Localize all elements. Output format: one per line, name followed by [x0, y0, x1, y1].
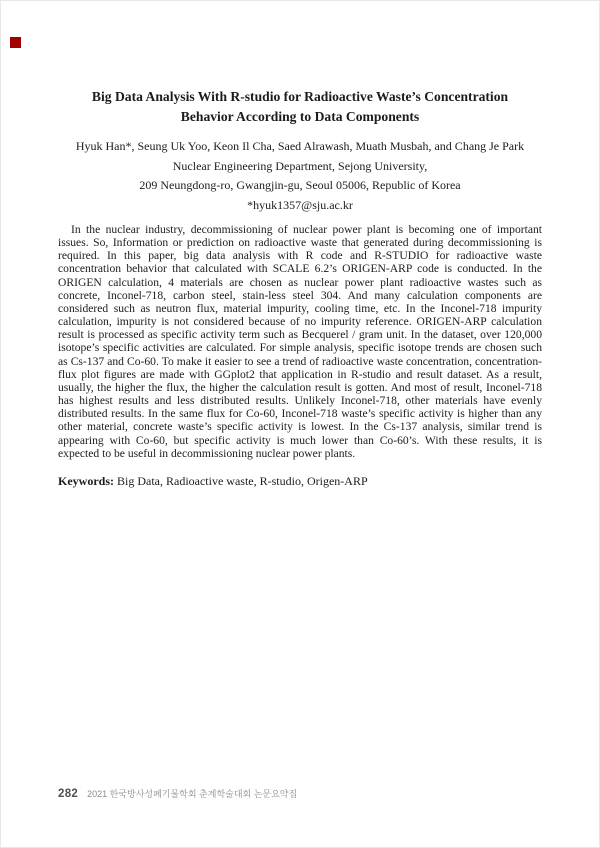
- keywords-line: [58, 474, 542, 488]
- author-block: [58, 137, 542, 215]
- address-line: 209 Neungdong-ro, Gwangjin-gu, Seoul 05006, Republic of Korea: [139, 178, 461, 192]
- paper-title: [58, 87, 542, 127]
- page-footer: [58, 787, 297, 800]
- paper-title-line-2: Behavior According to Data Components: [180, 109, 420, 124]
- keywords-text: Big Data, Radioactive waste, R-studio, Origen-ARP: [114, 473, 368, 488]
- keywords-label: Keywords:: [58, 473, 114, 488]
- affiliation-line: Nuclear Engineering Department, Sejong University,: [172, 158, 428, 173]
- footer-booklet-title: 2021 한국방사성폐기물학회 춘계학술대회 논문요약집: [87, 789, 298, 799]
- paper-content: [58, 87, 542, 488]
- email-line: *hyuk1357@sju.ac.kr: [247, 197, 353, 212]
- paper-title-line-1: Big Data Analysis With R-studio for Radioactive Waste’s Concentration: [91, 89, 509, 104]
- footer-page-number: 282: [58, 788, 79, 800]
- abstract-paragraph: In the nuclear industry, decommissioning of nuclear power plant is becoming one of important issues. So, Information or prediction on radioactive waste that generated during decommissioning is required. In this paper, big data analysis with R code and R-STUDIO for radioactive waste concentration behavior that calculated with SCALE 6.2’s ORIGEN-ARP code is conducted. In the ORIGEN calculation, 4 materials are chosen as nuclear power plant radioactive wastes such as concrete, Inconel-718, carbon steel, stain-less steel 304. And many calculation components are considered such as neutron flux, material impurity, cooling time, etc. In the Inconel-718 impurity calculation, impurity is not considered because of no impurity reference. ORIGEN-ARP calculation result is processed as specific activity term such as Becquerel / gram unit. In the dataset, over 120,000 isotope’s specific activities are calculated. For simple analysis, specific isotope trends are chosen such as Cs-137 and Co-60. To make it easier to see a trend of radioactive waste concentration, concentration-flux plot figures are made with GGplot2 that application in R-studio and result dataset. As a result, usually, the higher the flux, the higher the calculation result is gotten. And most of result, Inconel-718 has highest results and less distributed results. Unlikely Inconel-718, other materials have evenly distributed results. In the same flux for Co-60, Inconel-718 waste’s specific activity is higher than any other material, concrete waste’s specific activity is lowest. In the Cs-137 analysis, similar trend is appearing with Co-60, but specific activity is much lower than Co-60’s. With these results, it is expected to be useful in decommissioning nuclear power plants.: [58, 223, 542, 460]
- red-annotation-marker: [10, 37, 21, 48]
- authors-line: Hyuk Han*, Seung Uk Yoo, Keon Il Cha, Saed Alrawash, Muath Musbah, and Chang Je Park: [75, 139, 525, 153]
